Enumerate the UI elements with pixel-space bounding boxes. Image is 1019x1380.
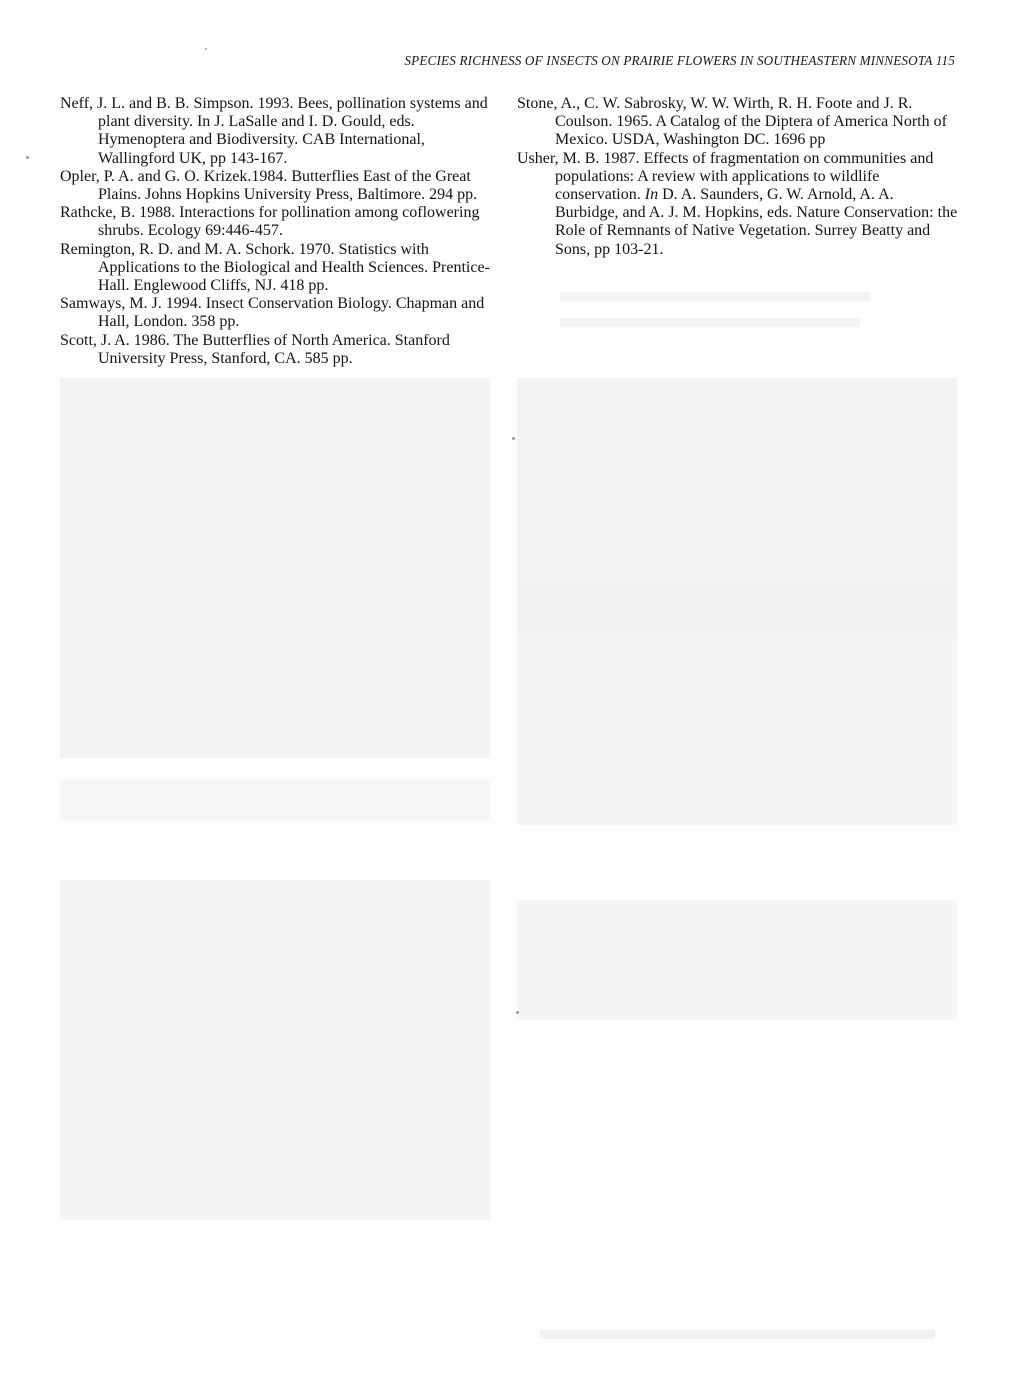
reference-entry [517, 150, 959, 259]
reference-entry: Remington, R. D. and M. A. Schork. 1970. Statistics with Applications to the Biological and Health Sciences. Prentice-Hall. Englewood Cliffs, NJ. 418 pp. [60, 240, 490, 295]
reference-entry: Neff, J. L. and B. B. Simpson. 1993. Bees, pollination systems and plant diversity. In J. LaSalle and I. D. Gould, eds. Hymenoptera and Biodiversity. CAB International, Wallingford UK, pp 143-167. [60, 95, 488, 167]
bleed-through-left-block-3 [60, 880, 490, 1220]
running-header: SPECIES RICHNESS OF INSECTS ON PRAIRIE FLOWERS IN SOUTHEASTERN MINNESOTA 115 [404, 53, 955, 68]
bleed-through-left-block-2 [60, 780, 490, 820]
reference-text: Usher, M. B. 1987. Effects of fragmentation on communities and populations: A review with applications to wildlife conservation. [517, 149, 934, 204]
bleed-through-title-line-2 [560, 318, 860, 327]
reference-entry: Scott, J. A. 1986. The Butterflies of North America. Stanford University Press, Stanford, CA. 585 pp. [60, 331, 450, 367]
reference-entry: Samways, M. J. 1994. Insect Conservation Biology. Chapman and Hall, London. 358 pp. [60, 295, 485, 331]
speck [205, 48, 207, 50]
references-left-column [60, 95, 500, 368]
speck [516, 1011, 519, 1014]
bleed-through-right-block-2 [517, 585, 957, 825]
bleed-through-right-block-3 [517, 900, 957, 1020]
reference-entry: Opler, P. A. and G. O. Krizek.1984. Butterflies East of the Great Plains. Johns Hopkins University Press, Baltimore. 294 pp. [60, 167, 478, 204]
speck [512, 437, 515, 440]
bleed-through-footer-line [540, 1330, 935, 1339]
references-right-column [517, 95, 959, 259]
reference-text: D. A. Saunders, G. W. Arnold, A. A. Burbidge, and A. J. M. Hopkins, eds. Nature Conservation: the Role of Remnants of Native Vegetation. Surrey Beatty and Sons, pp 103-21. [555, 186, 958, 258]
bleed-through-left-block [60, 378, 490, 758]
reference-italic-text: In [644, 186, 659, 204]
reference-entry: Stone, A., C. W. Sabrosky, W. W. Wirth, R. H. Foote and J. R. Coulson. 1965. A Catalog of the Diptera of America North of Mexico. USDA, Washington DC. 1696 pp [517, 95, 947, 149]
reference-entry: Rathcke, B. 1988. Interactions for pollination among coflowering shrubs. Ecology 69:446-457. [60, 204, 480, 240]
speck [26, 156, 29, 159]
bleed-through-title-line [560, 292, 870, 301]
